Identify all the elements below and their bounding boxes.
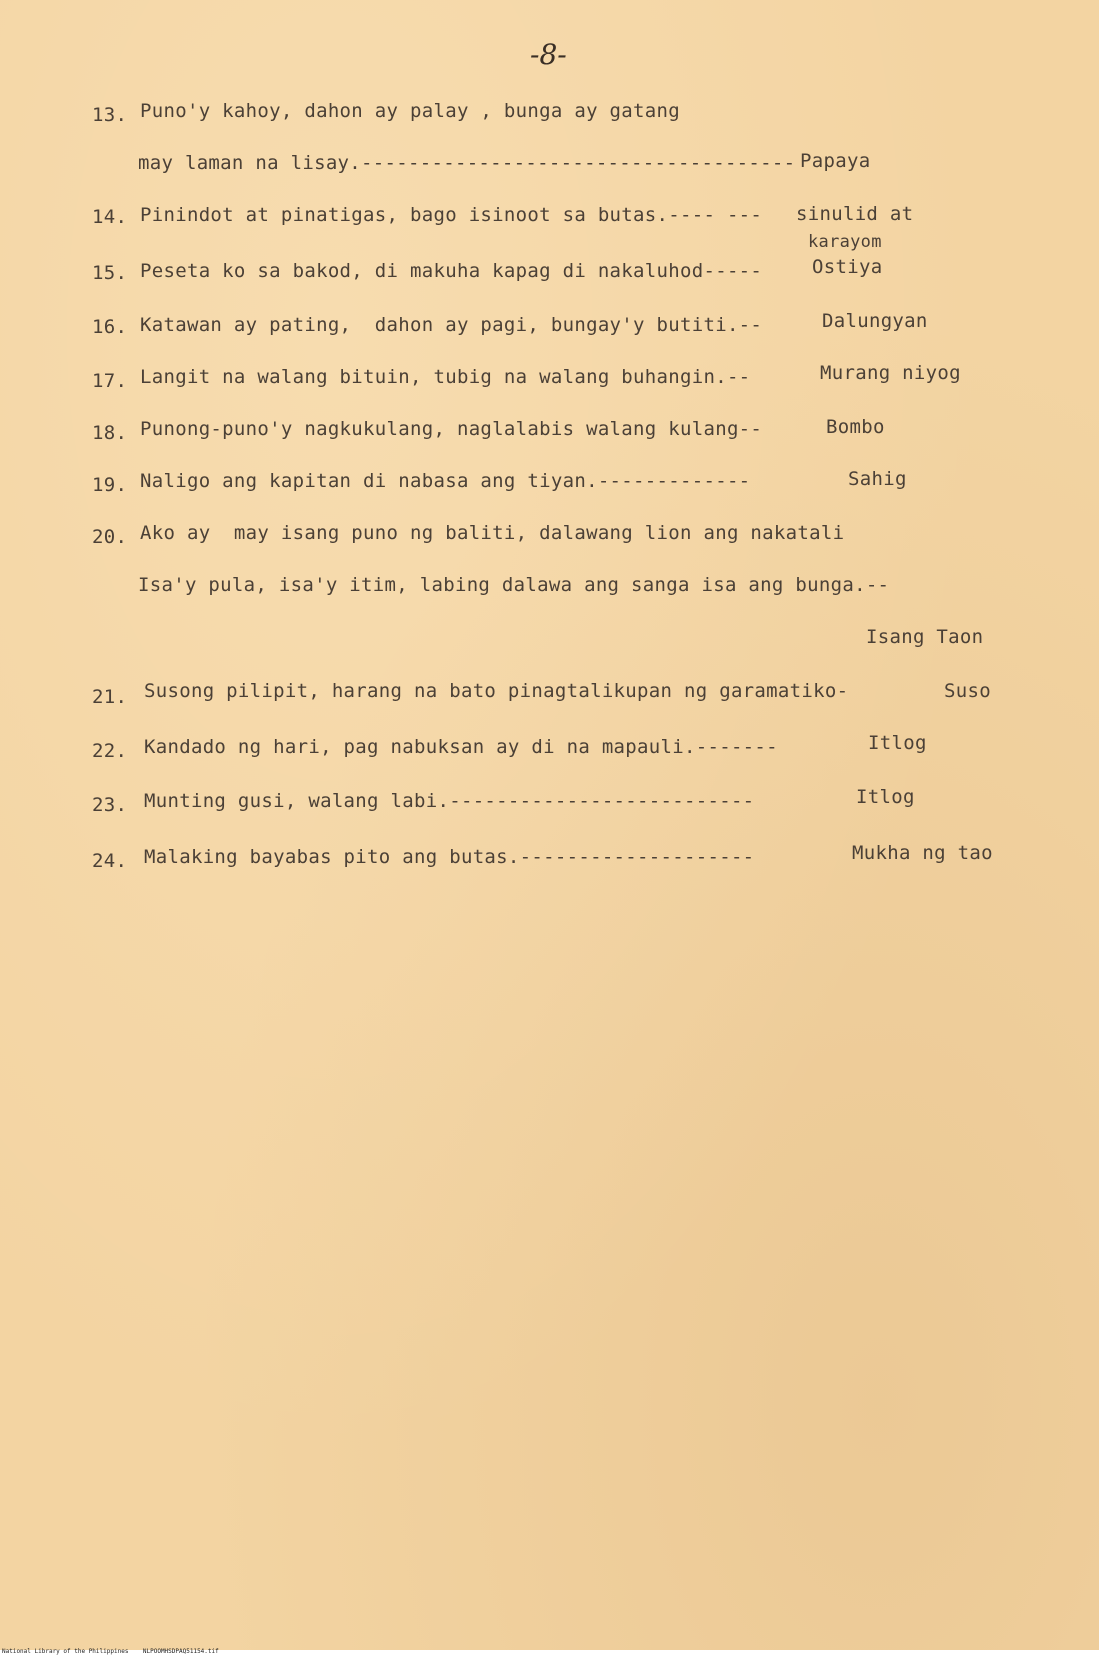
riddle-answer-continued: karayom (808, 232, 882, 252)
riddle-number: 15. (92, 262, 128, 284)
riddle-text: Isa'y pula, isa'y itim, labing dalawa ang sanga isa ang bunga.-- (138, 574, 890, 596)
riddle-text: Munting gusi, walang labi.-------------------------- (144, 790, 755, 812)
riddle-number: 14. (92, 206, 128, 228)
riddle-answer: Murang niyog (820, 362, 961, 384)
riddle-answer: Suso (944, 680, 991, 702)
riddle-answer: Itlog (856, 786, 915, 808)
riddle-number: 18. (92, 422, 128, 444)
riddle-text: Punong-puno'y nagkukulang, naglalabis walang kulang-- (140, 418, 763, 440)
riddle-answer: Ostiya (812, 256, 883, 278)
riddle-number: 24. (92, 850, 128, 872)
riddle-number: 16. (92, 316, 128, 338)
riddle-answer: Bombo (826, 416, 885, 438)
riddle-answer: sinulid at (796, 203, 914, 225)
riddle-text: Kandado ng hari, pag nabuksan ay di na mapauli.------- (144, 736, 778, 758)
riddle-answer: Sahig (848, 468, 907, 490)
riddle-text: Pinindot at pinatigas, bago isinoot sa butas.---- --- (140, 204, 763, 226)
riddle-text: Katawan ay pating, dahon ay pagi, bungay'y butiti.-- (140, 314, 763, 336)
riddle-text: Susong pilipit, harang na bato pinagtalikupan ng garamatiko- (144, 680, 849, 702)
riddle-number: 13. (92, 104, 128, 126)
riddle-text: Langit na walang bituin, tubig na walang buhangin.-- (140, 366, 751, 388)
riddle-text: may laman na lisay.------------------------------------- (138, 152, 796, 174)
scan-footer-caption: National Library of the Philippines NLPOOMHSDPAQ51154.tif (2, 1648, 219, 1655)
riddle-number: 17. (92, 370, 128, 392)
riddle-number: 22. (92, 740, 128, 762)
page-number: -8- (530, 38, 567, 71)
riddle-number: 21. (92, 686, 128, 708)
riddle-text: Puno'y kahoy, dahon ay palay , bunga ay gatang (140, 100, 680, 122)
riddle-text: Naligo ang kapitan di nabasa ang tiyan.------------- (140, 470, 751, 492)
riddle-text: Ako ay may isang puno ng baliti, dalawang lion ang nakatali (140, 522, 845, 544)
riddle-answer: Itlog (868, 732, 927, 754)
riddle-number: 23. (92, 794, 128, 816)
riddle-text: Malaking bayabas pito ang butas.-------------------- (144, 846, 755, 868)
riddle-number: 19. (92, 474, 128, 496)
riddle-answer: Papaya (800, 150, 871, 172)
riddle-text: Peseta ko sa bakod, di makuha kapag di nakaluhod----- (140, 260, 763, 282)
riddle-answer: Dalungyan (822, 310, 928, 332)
riddle-answer: Mukha ng tao (852, 842, 993, 864)
riddle-number: 20. (92, 526, 128, 548)
riddle-answer: Isang Taon (866, 626, 984, 648)
